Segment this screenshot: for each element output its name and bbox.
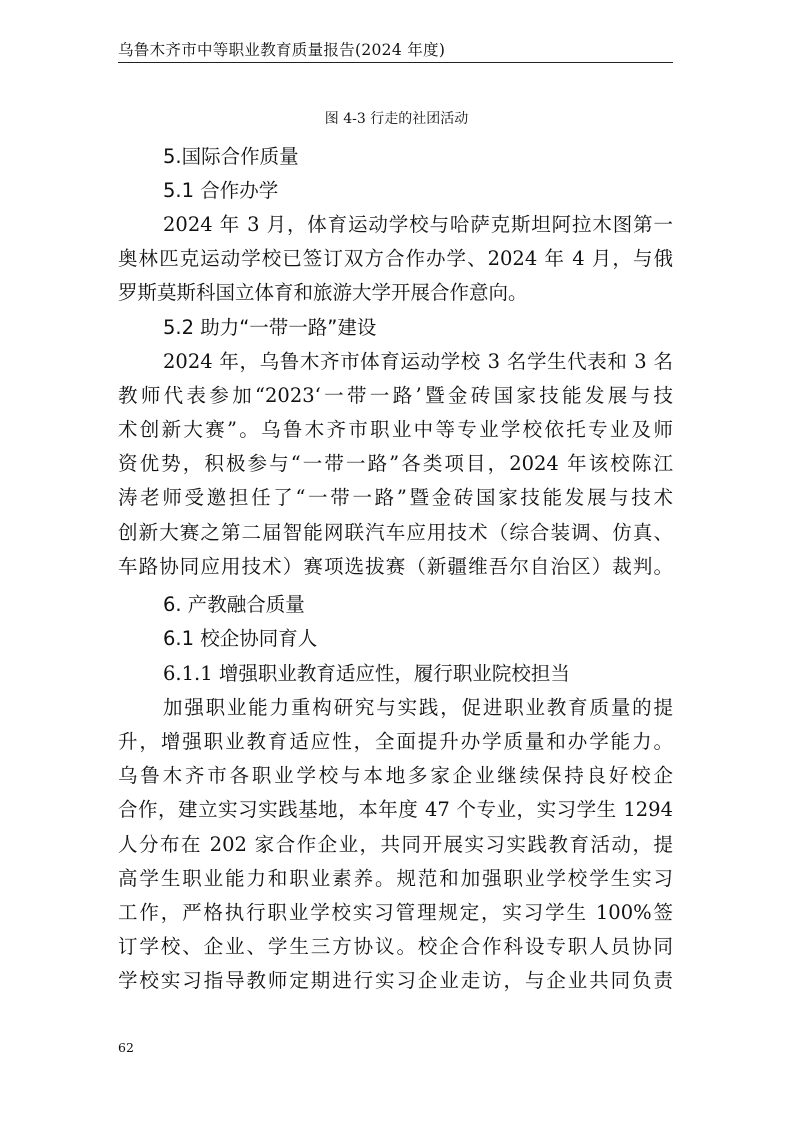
paragraph-line: 奥林匹克运动学校已签订双方合作办学、2024 年 4 月，与俄: [118, 247, 673, 270]
paragraph-line: 涛老师受邀担任了“一带一路”暨金砖国家技能发展与技术: [118, 486, 673, 509]
paragraph-line: 术创新大赛”。乌鲁木齐市职业中等专业学校依托专业及师: [118, 418, 673, 441]
paragraph-line: 工作，严格执行职业学校实习管理规定，实习学生 100%签: [118, 901, 673, 924]
paragraph-line: 2024 年 3 月，体育运动学校与哈萨克斯坦阿拉木图第一: [163, 213, 673, 236]
paragraph-line: 加强职业能力重构研究与实践，促进职业教育质量的提: [163, 696, 673, 719]
paragraph-line: 升，增强职业教育适应性，全面提升办学质量和办学能力。: [118, 730, 673, 753]
paragraph-line: 资优势，积极参与“一带一路”各类项目，2024 年该校陈江: [118, 452, 673, 475]
paragraph-line: 车路协同应用技术）赛项选拔赛（新疆维吾尔自治区）裁判。: [118, 555, 673, 578]
page-number: 62: [118, 1040, 134, 1055]
figure-caption: 图 4-3 行走的社团活动: [324, 111, 469, 127]
section-heading-6-1: 6.1 校企协同育人: [163, 627, 318, 650]
section-heading-5-2: 5.2 助力“一带一路”建设: [163, 316, 377, 339]
running-header: 乌鲁木齐市中等职业教育质量报告(2024 年度): [118, 41, 446, 59]
paragraph-line: 罗斯莫斯科国立体育和旅游大学开展合作意向。: [118, 281, 528, 304]
header-divider: [118, 62, 673, 63]
paragraph-line: 人分布在 202 家合作企业，共同开展实习实践教育活动，提: [118, 833, 673, 856]
section-heading-5: 5.国际合作质量: [163, 145, 299, 168]
paragraph-line: 创新大赛之第二届智能网联汽车应用技术（综合装调、仿真、: [118, 521, 673, 544]
section-heading-5-1: 5.1 合作办学: [163, 179, 279, 202]
paragraph-line: 2024 年，乌鲁木齐市体育运动学校 3 名学生代表和 3 名: [163, 350, 673, 373]
section-heading-6: 6. 产教融合质量: [163, 593, 305, 616]
paragraph-line: 合作，建立实习实践基地，本年度 47 个专业，实习学生 1294: [118, 798, 673, 821]
paragraph-line: 学校实习指导教师定期进行实习企业走访，与企业共同负责: [118, 969, 673, 992]
paragraph-line: 乌鲁木齐市各职业学校与本地多家企业继续保持良好校企: [118, 764, 673, 787]
paragraph-line: 高学生职业能力和职业素养。规范和加强职业学校学生实习: [118, 867, 673, 890]
paragraph-line: 订学校、企业、学生三方协议。校企合作科设专职人员协同: [118, 935, 673, 958]
section-heading-6-1-1: 6.1.1 增强职业教育适应性，履行职业院校担当: [163, 662, 570, 685]
paragraph-line: 教师代表参加“2023‘一带一路’暨金砖国家技能发展与技: [118, 384, 673, 407]
